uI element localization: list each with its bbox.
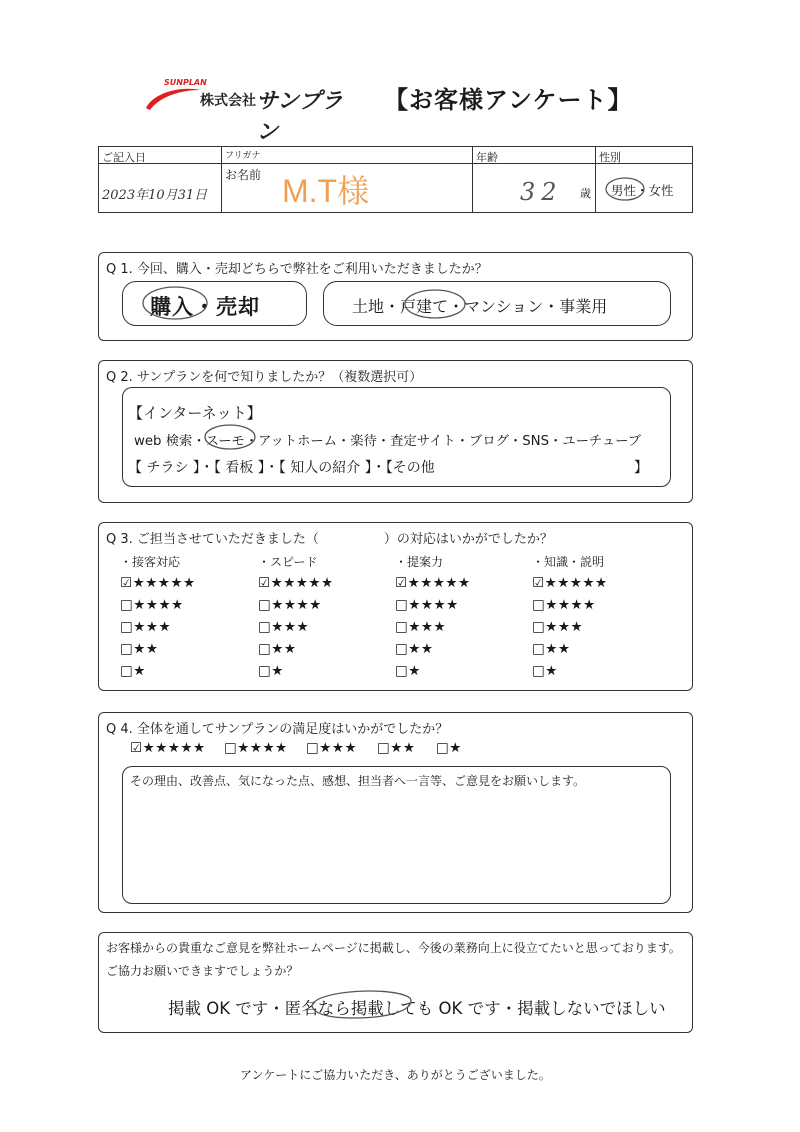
q4-rating-option[interactable]: ☑★★★★★ bbox=[130, 740, 206, 756]
age-label: 年齢 bbox=[476, 151, 498, 164]
logo bbox=[142, 78, 362, 145]
q3-column-label: ・接客対応 bbox=[120, 555, 181, 569]
q3-rating-option[interactable]: □★★★★ bbox=[395, 597, 459, 613]
q1-title: Q 1. 今回、購入・売却どちらで弊社をご利用いただきましたか？ bbox=[106, 262, 488, 277]
date-value[interactable]: 2023年10月31日 bbox=[102, 188, 208, 203]
q3-rating-option[interactable]: □★★ bbox=[258, 641, 297, 657]
q3-title: Q 3. ご担当させていただきました（ ）の対応はいかがでしたか？ bbox=[106, 532, 553, 547]
q1-property-circle-mark bbox=[402, 286, 468, 322]
q3-rating-option[interactable]: □★★★★ bbox=[258, 597, 322, 613]
q2-internet-items[interactable]: web 検索・スーモ・アットホーム・楽待・査定サイト・ブログ・SNS・ユーチューブ bbox=[134, 434, 642, 449]
q3-rating-option[interactable]: □★★★ bbox=[532, 619, 584, 635]
consent-selected-circle-mark bbox=[304, 984, 416, 1024]
q3-rating-option[interactable]: ☑★★★★★ bbox=[258, 575, 334, 591]
q3-rating-option[interactable]: □★ bbox=[258, 663, 284, 679]
name-label: お名前 bbox=[225, 168, 262, 182]
q4-rating-option[interactable]: □★★★★ bbox=[224, 740, 288, 756]
q3-column-label: ・知識・説明 bbox=[532, 555, 605, 569]
q3-rating-option[interactable]: □★★ bbox=[395, 641, 434, 657]
gender-options[interactable]: 男性・女性 bbox=[611, 183, 674, 198]
q4-rating-option[interactable]: □★ bbox=[436, 740, 462, 756]
age-value[interactable]: 32 bbox=[520, 178, 563, 206]
q3-rating-option[interactable]: □★★★ bbox=[258, 619, 310, 635]
q4-rating-option[interactable]: □★★★ bbox=[306, 740, 358, 756]
brand-name: サンプラン bbox=[256, 89, 343, 145]
q3-rating-option[interactable]: □★ bbox=[395, 663, 421, 679]
q3-rating-option[interactable]: □★ bbox=[120, 663, 146, 679]
page-title: 【お客様アンケート】 bbox=[384, 86, 633, 114]
q3-rating-option[interactable]: □★★★★ bbox=[532, 597, 596, 613]
q3-rating-option[interactable]: ☑★★★★★ bbox=[395, 575, 471, 591]
q3-rating-option[interactable]: □★ bbox=[532, 663, 558, 679]
company-type: 株式会社 bbox=[200, 93, 256, 109]
q3-rating-option[interactable]: □★★ bbox=[120, 641, 159, 657]
q1-option-trade-label: 購入・売却 bbox=[150, 295, 260, 319]
q3-column-label: ・スピード bbox=[258, 555, 318, 569]
q2-internet-heading: 【インターネット】 bbox=[128, 404, 262, 422]
q1-trade-circle-mark bbox=[140, 284, 210, 322]
q4-comment-prompt: その理由、改善点、気になった点、感想、担当者へ一言等、ご意見をお願いします。 bbox=[130, 774, 586, 788]
q3-rating-option[interactable]: ☑★★★★★ bbox=[532, 575, 608, 591]
consent-line1: お客様からの貴重なご意見を弊社ホームページに掲載し、今後の業務向上に役立てたいと思っております。 bbox=[106, 941, 681, 955]
q3-rating-option[interactable]: □★★★★ bbox=[120, 597, 184, 613]
consent-options[interactable]: 掲載 OK です・匿名なら掲載しても OK です・掲載しないでほしい bbox=[168, 999, 666, 1018]
q2-other-items[interactable]: 【 チラシ 】・【 看板 】・【 知人の紹介 】・【その他 bbox=[128, 460, 435, 476]
date-label: ご記入日 bbox=[102, 151, 146, 164]
q4-rating-option[interactable]: □★★ bbox=[377, 740, 416, 756]
footer-thanks: アンケートにご協力いただき、ありがとうございました。 bbox=[240, 1068, 551, 1082]
q3-rating-option[interactable]: □★★★ bbox=[120, 619, 172, 635]
q3-rating-option[interactable]: □★★ bbox=[532, 641, 571, 657]
q3-rating-option[interactable]: □★★★ bbox=[395, 619, 447, 635]
q2-title: Q 2. サンプランを何で知りましたか？（複数選択可） bbox=[106, 370, 423, 385]
q1-option-property-label: 土地・戸建て・マンション・事業用 bbox=[352, 297, 608, 316]
q4-title: Q 4. 全体を通してサンプランの満足度はいかがでしたか？ bbox=[106, 722, 449, 737]
furigana-label: フリガナ bbox=[225, 151, 261, 161]
gender-label: 性別 bbox=[599, 151, 621, 164]
age-unit: 歳 bbox=[580, 187, 591, 200]
gender-circle-mark bbox=[604, 175, 646, 203]
consent-line2: ご協力お願いできますでしょうか？ bbox=[106, 964, 299, 978]
name-value[interactable]: M.T様 bbox=[282, 173, 370, 209]
q3-rating-option[interactable]: ☑★★★★★ bbox=[120, 575, 196, 591]
q3-column-label: ・提案力 bbox=[395, 555, 444, 569]
q2-suumo-circle-mark bbox=[202, 422, 258, 452]
logo-small-text: SUNPLAN bbox=[164, 78, 207, 87]
logo-swoosh-icon bbox=[142, 84, 202, 114]
q2-other-close: 】 bbox=[634, 460, 648, 476]
